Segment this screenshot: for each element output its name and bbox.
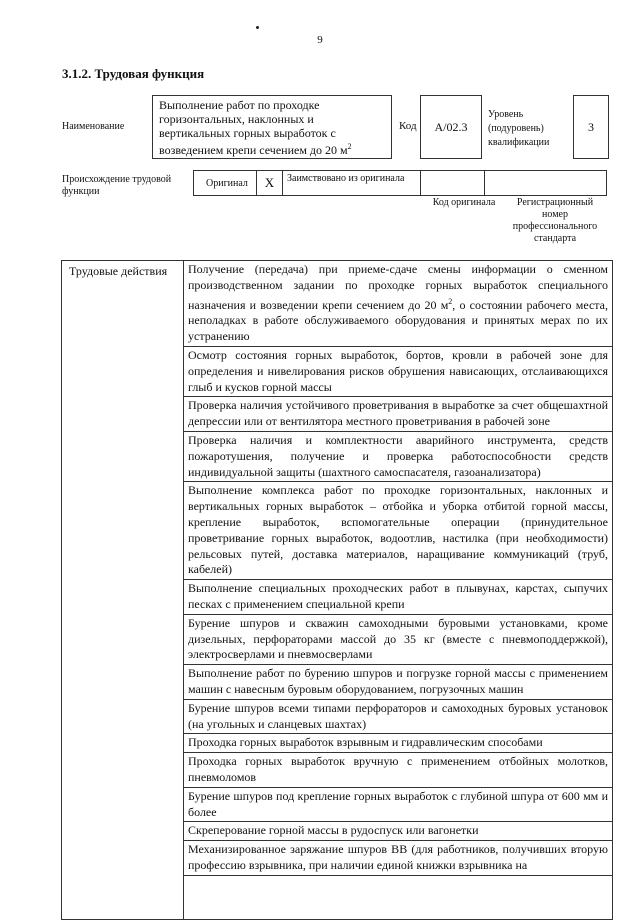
labor-action-row: Бурение шпуров под крепление горных выработок с глубиной шпура от 600 мм и более	[184, 788, 612, 823]
labor-action-row: Бурение шпуров всеми типами перфораторов и самоходных буровых установок (на угольных и сланцевых шахтах)	[184, 700, 612, 735]
code-value: А/02.3	[434, 119, 468, 134]
labor-action-row: Проверка наличия устойчивого проветривания в выработке за счет общешахтной депрессии или от вентилятора местного проветривания в рабочей зоне	[184, 397, 612, 432]
labor-action-row: Выполнение комплекса работ по проходке горизонтальных, наклонных и вертикальных горных выработок – отбойка и уборка отбитой горной массы, крепление выработок, вспомогательные операции (принудительное проветривание горных выработок, водоотлив, настилка (при необходимости) рельсовых путей, доставка материалов, наращивание коммуникаций (труб, кабелей)	[184, 482, 612, 580]
original-code-cell	[421, 171, 485, 195]
labor-action-text: Получение (передача) при приеме-сдаче смены информации о сменном производственном задании по проходке горных выработок специального назначения и возведении крепи сечением до 20 м	[188, 262, 608, 312]
function-name-box	[152, 95, 392, 159]
level-label: Уровень (подуровень) квалификации	[488, 109, 550, 148]
labor-action-row: Выполнение работ по бурению шпуров и погрузке горной массы с применением машин с навесным буровым оборудованием, погрузочных машин	[184, 665, 612, 700]
labor-actions-label: Трудовые действия	[62, 261, 184, 919]
code-original-caption: Код оригинала	[432, 197, 496, 208]
labor-action-row: Механизированное заряжание шпуров ВВ (для работников, получивших вторую профессию взрывника, при наличии единой книжки взрывника на	[184, 841, 612, 876]
original-mark: Х	[257, 171, 283, 195]
labor-action-row: Скреперование горной массы в рудоспуск или вагонетки	[184, 822, 612, 841]
labor-action-row: Выполнение специальных проходческих работ в плывунах, карстах, сыпучих песках с применением специальной крепи	[184, 580, 612, 615]
code-label: Код	[399, 120, 417, 132]
function-name-sup: 2	[347, 142, 352, 151]
labor-action-text-tail: , о состоянии рабочего места, неполадках в работе обслуживаемого оборудования и принятых мерах по их устранению	[188, 297, 608, 344]
name-label: Наименование	[62, 121, 125, 132]
labor-actions-rows	[184, 261, 612, 876]
section-heading: 3.1.2. Трудовая функция	[62, 66, 205, 81]
code-box	[420, 95, 482, 159]
labor-action-row: Проходка горных выработок вручную с применением отбойных молотков, пневмоломов	[184, 753, 612, 788]
borrowed-label: Заимствовано из оригинала	[283, 171, 421, 195]
labor-action-row: Проходка горных выработок взрывным и гидравлическим способами	[184, 734, 612, 753]
level-value: 3	[588, 119, 594, 134]
function-name: Выполнение работ по проходке горизонтальных, наклонных и вертикальных горных выработок с возведением крепи сечением до 20 м	[159, 98, 348, 157]
reg-number-caption: Регистрационный номер профессионального стандарта	[512, 197, 598, 244]
labor-action-row	[184, 261, 612, 347]
labor-actions-table	[61, 260, 613, 920]
level-box	[573, 95, 609, 159]
original-label: Оригинал	[194, 171, 257, 195]
origin-box	[193, 170, 607, 196]
labor-action-row: Осмотр состояния горных выработок, бортов, кровли в рабочей зоне для определения и нивелирования рисков обрушения нависающих, отслаивающихся глыб и кусков горной массы	[184, 347, 612, 397]
labor-action-row: Бурение шпуров и скважин самоходными буровыми установками, кроме дизельных, перфораторами массой до 35 кг (вместе с пневмоподдержкой), электросверлами и пневмосверлами	[184, 615, 612, 665]
reg-number-cell	[485, 171, 606, 195]
scan-dot	[256, 26, 259, 29]
origin-label: Происхождение трудовой функции	[62, 174, 172, 197]
page-number: 9	[317, 34, 323, 46]
labor-action-row: Проверка наличия и комплектности аварийного инструмента, средств пожаротушения, получение и проверка работоспособности средств индивидуальной защиты (шахтного самоспасателя, газоанализатора)	[184, 432, 612, 482]
labor-action-sup: 2	[448, 296, 453, 306]
